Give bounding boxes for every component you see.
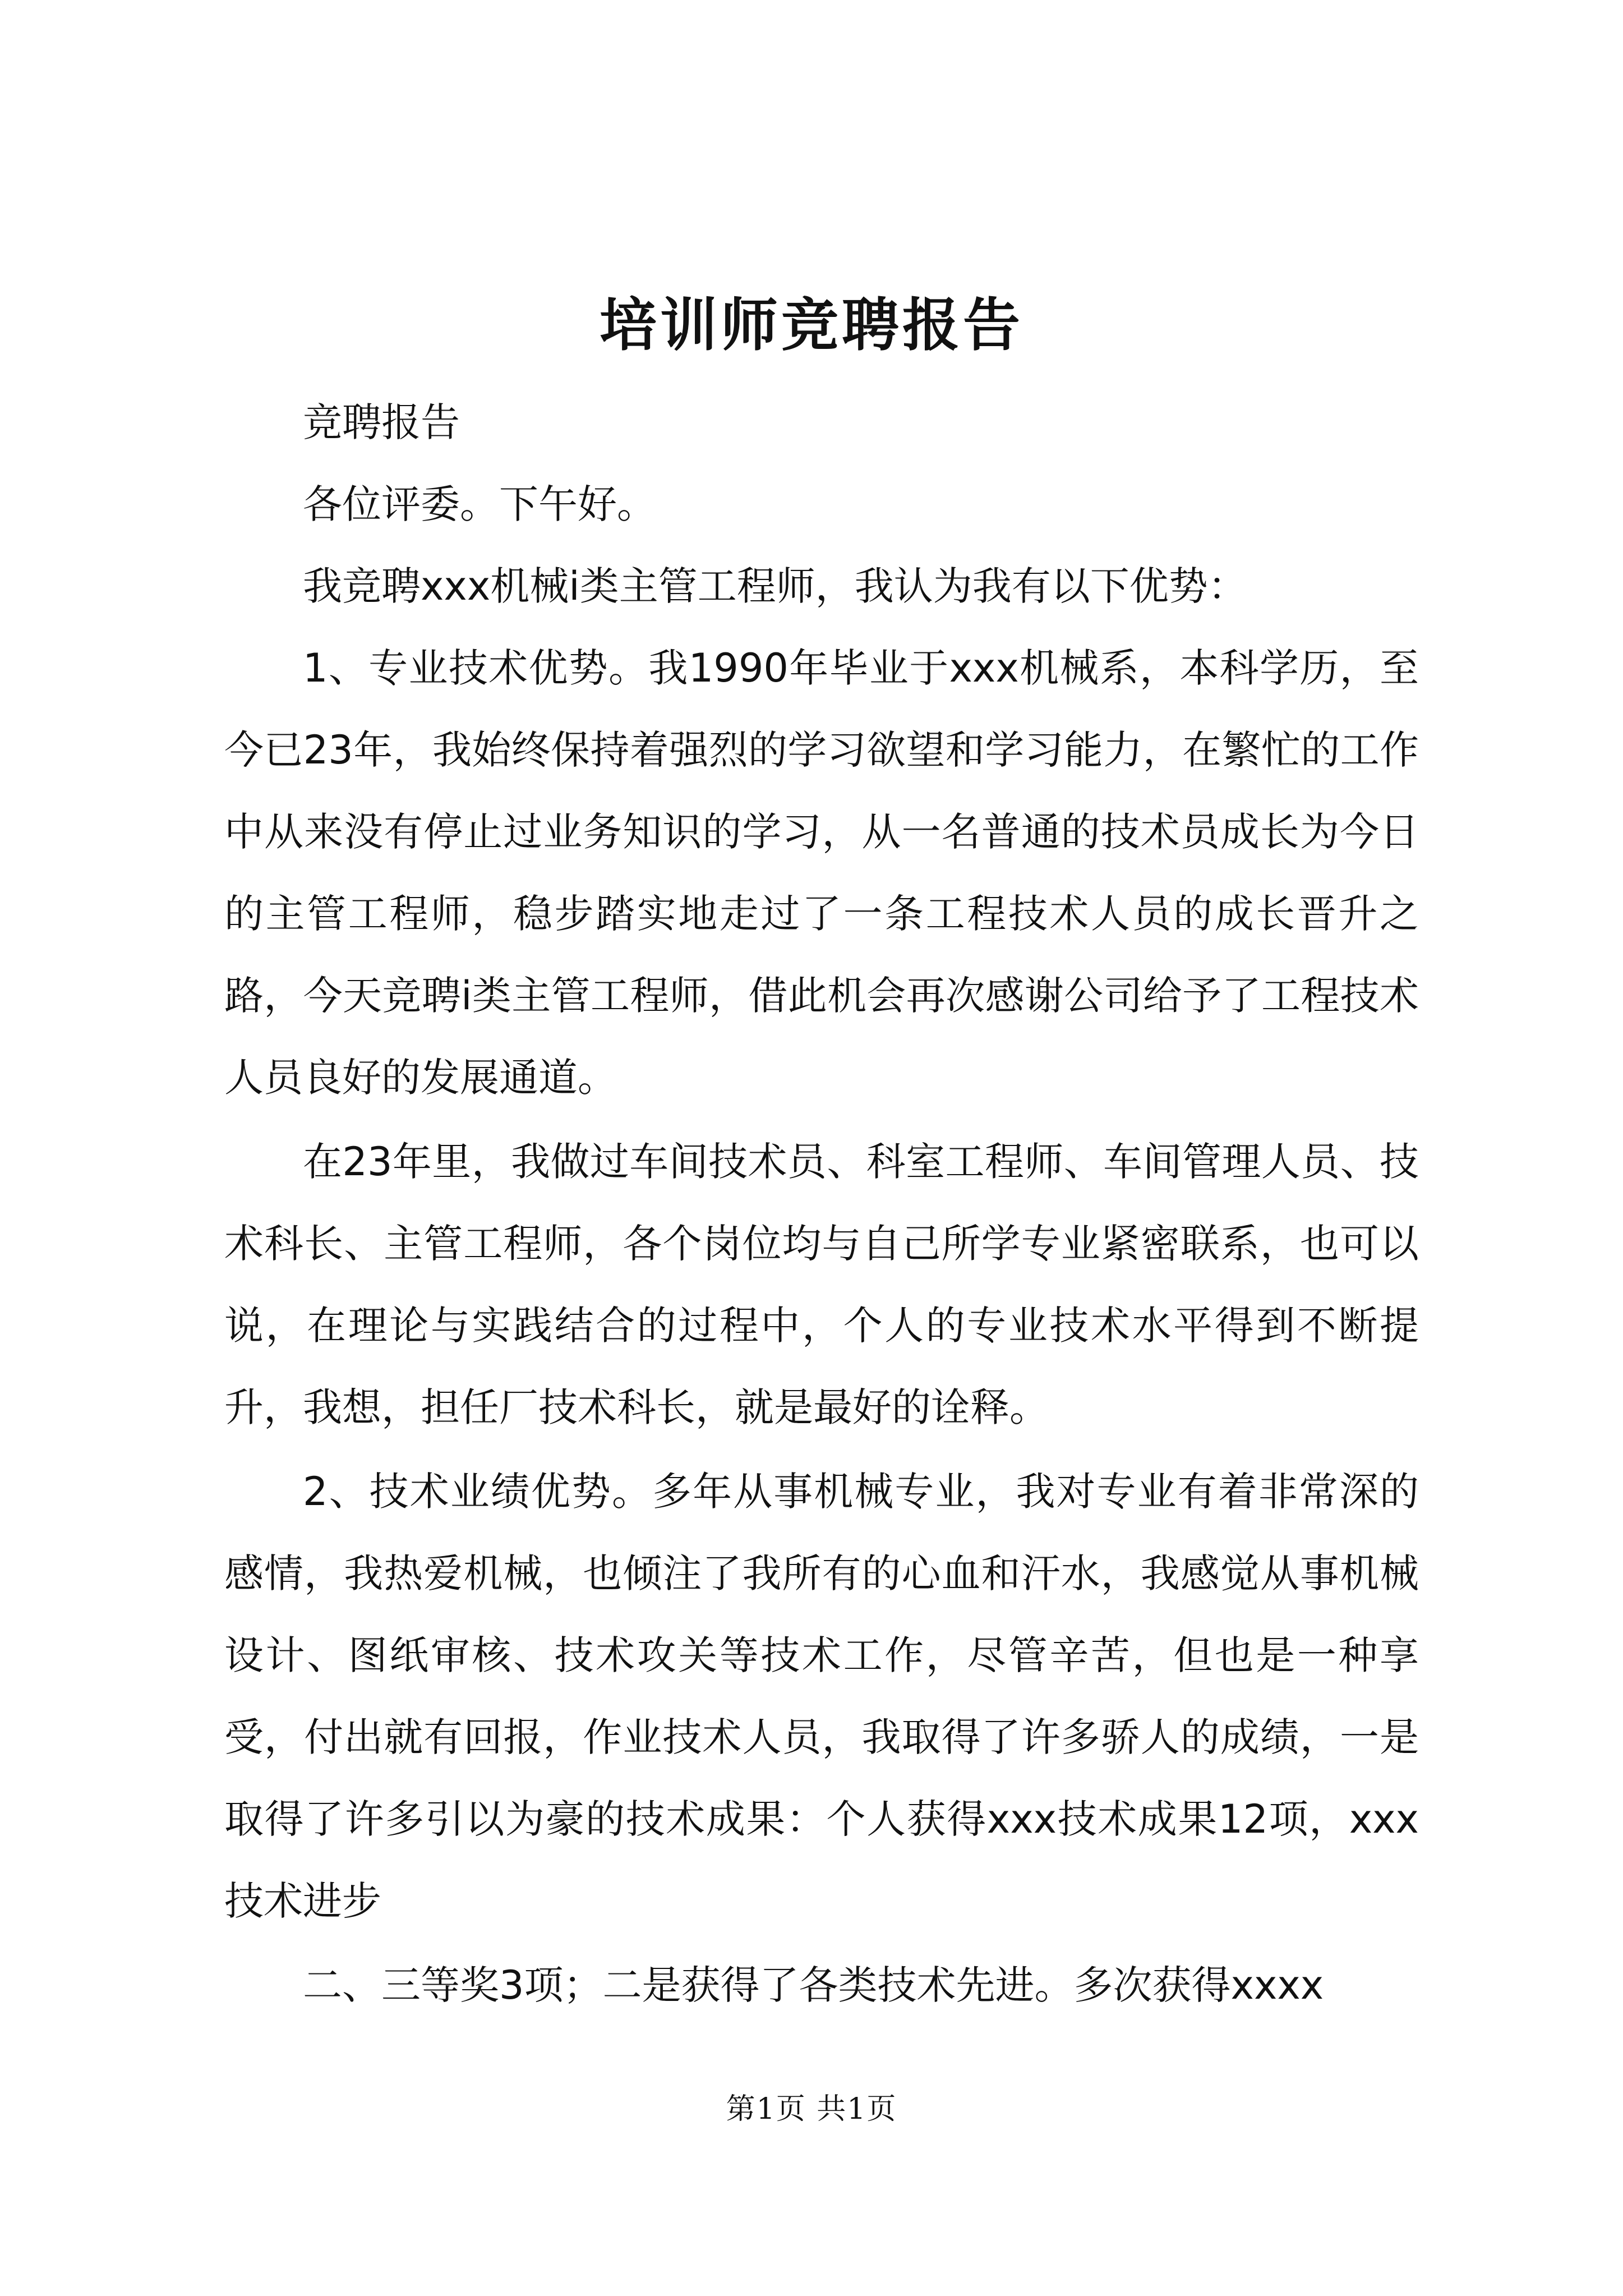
document-body: [224, 381, 1419, 2026]
paragraph-experience: 在23年里，我做过车间技术员、科室工程师、车间管理人员、技术科长、主管工程师，各个岗位均与自己所学专业紧密联系，也可以说，在理论与实践结合的过程中，个人的专业技术水平得到不断提升，我想，担任厂技术科长，就是最好的诠释。: [224, 1139, 1419, 1430]
document-title: 培训师竞聘报告: [600, 292, 1023, 359]
paragraph-heading: 竞聘报告: [303, 399, 460, 445]
paragraph-awards: 二、三等奖3项；二是获得了各类技术先进。多次获得xxxx: [303, 1962, 1324, 2008]
paragraph-greeting: 各位评委。下午好。: [303, 481, 656, 527]
paragraph-professional-skill: 1、专业技术优势。我1990年毕业于xxx机械系，本科学历，至今已23年，我始终保持着强烈的学习欲望和学习能力，在繁忙的工作中从来没有停止过业务知识的学习，从一名普通的技术员成长为今日的主管工程师，稳步踏实地走过了一条工程技术人员的成长晋升之路，今天竞聘i类主管工程师，借此机会再次感谢公司给予了工程技术人员良好的发展通道。: [224, 645, 1419, 1101]
page-number-footer: 第1页 共1页: [726, 2092, 897, 2126]
paragraph-intro: 我竞聘xxx机械i类主管工程师，我认为我有以下优势：: [303, 563, 1247, 609]
paragraph-achievements: 2、技术业绩优势。多年从事机械专业，我对专业有着非常深的感情，我热爱机械，也倾注了我所有的心血和汗水，我感觉从事机械设计、图纸审核、技术攻关等技术工作，尽管辛苦，但也是一种享受，付出就有回报，作业技术人员，我取得了许多骄人的成绩，一是取得了许多引以为豪的技术成果：个人获得xxx技术成果12项，xxx技术进步: [224, 1469, 1419, 1924]
